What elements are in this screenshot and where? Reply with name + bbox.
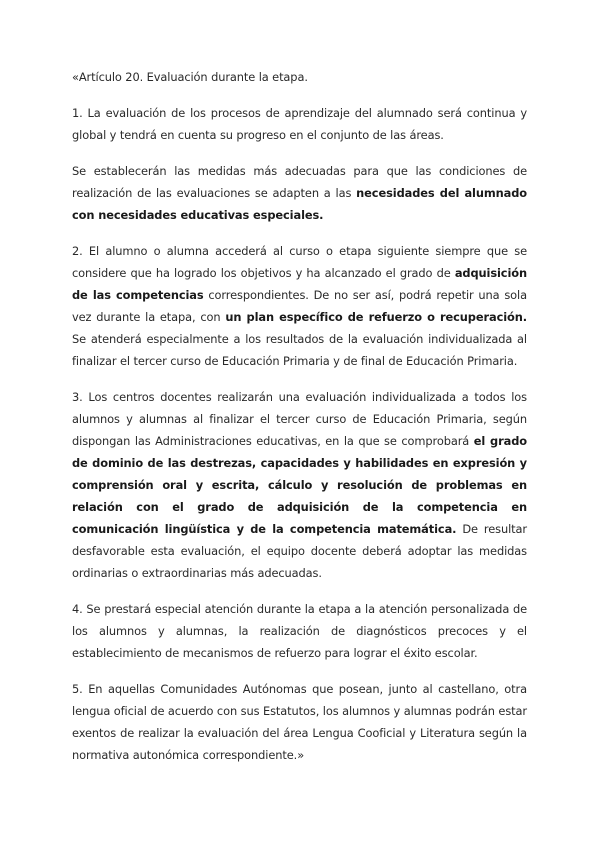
paragraph-3: [72, 386, 527, 584]
paragraph-2: [72, 240, 527, 372]
bold-reinforcement-plan: un plan específico de refuerzo o recuperación.: [225, 310, 527, 324]
paragraph-3-text-a: 3. Los centros docentes realizarán una evaluación individualizada a todos los alumnos y alumnas al finalizar el tercer curso de Educación Primaria, según dispongan las Administraciones educativas, en la que se comprobará: [72, 390, 527, 448]
paragraph-1-text: 1. La evaluación de los procesos de aprendizaje del alumnado será continua y global y tendrá en cuenta su progreso en el conjunto de las áreas.: [72, 106, 527, 142]
paragraph-5-text: 5. En aquellas Comunidades Autónomas que posean, junto al castellano, otra lengua oficial de acuerdo con sus Estatutos, los alumnos y alumnas podrán estar exentos de realizar la evaluación del área Lengua Cooficial y Literatura según la normativa autonómica correspondiente.»: [72, 682, 527, 762]
paragraph-special-needs-text: Se establecerán las medidas más adecuadas para que las condiciones de realización de las evaluaciones se adapten a las: [72, 164, 527, 200]
paragraph-special-needs: [72, 160, 527, 226]
bold-skills-mastery: el grado de dominio de las destrezas, capacidades y habilidades en expresión y comprensión oral y escrita, cálculo y resolución de problemas en relación con el grado de adquisición de la competencia en comunicación lingüística y de la competencia matemática.: [72, 434, 527, 536]
document-page: [72, 66, 527, 780]
paragraph-2-text-b: correspondientes. De no ser así, podrá repetir una sola vez durante la etapa, con: [72, 288, 527, 324]
bold-special-needs: necesidades del alumnado con necesidades educativas especiales.: [72, 186, 527, 222]
bold-competencies: adquisición de las competencias: [72, 266, 527, 302]
paragraph-5: [72, 678, 527, 766]
paragraph-1: [72, 102, 527, 146]
paragraph-4: [72, 598, 527, 664]
paragraph-4-text: 4. Se prestará especial atención durante la etapa a la atención personalizada de los alumnos y alumnas, la realización de diagnósticos precoces y el establecimiento de mecanismos de refuerzo para lograr el éxito escolar.: [72, 602, 527, 660]
paragraph-3-text-b: De resultar desfavorable esta evaluación, el equipo docente deberá adoptar las medidas ordinarias o extraordinarias más adecuadas.: [72, 522, 527, 580]
paragraph-2-text-c: Se atenderá especialmente a los resultados de la evaluación individualizada al finalizar el tercer curso de Educación Primaria y de final de Educación Primaria.: [72, 332, 527, 368]
paragraph-2-text-a: 2. El alumno o alumna accederá al curso o etapa siguiente siempre que se considere que ha logrado los objetivos y ha alcanzado el grado de: [72, 244, 527, 280]
article-heading: «Artículo 20. Evaluación durante la etapa.: [72, 70, 308, 84]
